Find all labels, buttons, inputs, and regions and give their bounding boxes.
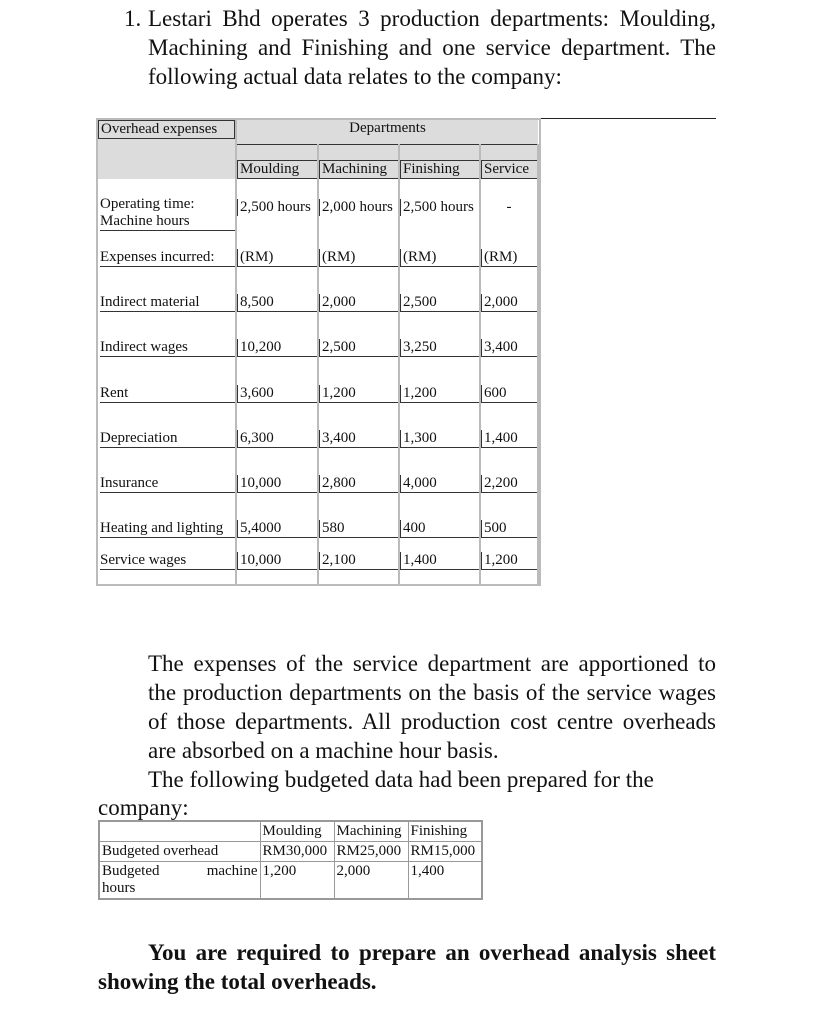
row-label: Heating and lighting bbox=[100, 520, 235, 538]
col-header-machining: Machining bbox=[318, 144, 399, 179]
table-row: Indirect wages 10,200 2,500 3,250 3,400 bbox=[98, 312, 538, 357]
row-label: Rent bbox=[100, 385, 235, 403]
row-label: Depreciation bbox=[100, 430, 235, 448]
budget-table bbox=[98, 820, 483, 900]
budget-col-machining: Machining bbox=[334, 821, 408, 842]
budget-col-moulding: Moulding bbox=[260, 821, 334, 842]
requirement-text: You are required to prepare an overhead analysis sheet showing the total overheads. bbox=[98, 940, 716, 994]
budget-col-finishing: Finishing bbox=[408, 821, 482, 842]
table-row: Operating time: Machine hours 2,500 hours 2,000 hours 2,500 hours - bbox=[98, 179, 538, 235]
row-label: Service wages bbox=[100, 552, 235, 570]
row-label: Indirect wages bbox=[100, 339, 235, 357]
row-label: Insurance bbox=[100, 475, 235, 493]
question-intro-text: Lestari Bhd operates 3 production departments: Moulding, Machining and Finishing and one service department. The following actual data relates to the company: bbox=[148, 6, 716, 89]
table-row: Budgeted machine hours 1,200 2,000 1,400 bbox=[99, 862, 482, 900]
corner-label-cell bbox=[98, 120, 236, 144]
question-intro bbox=[124, 4, 716, 91]
table-row: Expenses incurred: (RM) (RM) (RM) (RM) bbox=[98, 235, 538, 267]
overhead-data-table bbox=[98, 120, 539, 584]
budget-overhead-label: Budgeted overhead bbox=[99, 842, 260, 862]
budget-intro-end: company: bbox=[98, 795, 189, 820]
table-row: Depreciation 6,300 3,400 1,300 1,400 bbox=[98, 403, 538, 448]
apportion-paragraph: The expenses of the service department are apportioned to the production departments on the basis of the service wages of those departments. All production cost centre overheads are absorbed on a machine hour basis. bbox=[148, 651, 716, 763]
col-header-moulding: Moulding bbox=[236, 144, 318, 179]
row-label: Indirect material bbox=[100, 294, 235, 312]
group-header: Departments bbox=[236, 120, 538, 144]
budget-intro-text: The following budgeted data had been prepared for the bbox=[148, 767, 654, 792]
col-header-service: Service bbox=[480, 144, 538, 179]
budget-hours-label: Budgeted machine hours bbox=[99, 862, 260, 900]
corner-label: Overhead expenses bbox=[98, 120, 235, 139]
question-number: 1. bbox=[124, 6, 142, 31]
table-row: Rent 3,600 1,200 1,200 600 bbox=[98, 357, 538, 403]
table-row: Heating and lighting 5,4000 580 400 500 bbox=[98, 493, 538, 538]
col-header-finishing: Finishing bbox=[399, 144, 480, 179]
table-row: Budgeted overhead RM30,000 RM25,000 RM15,000 bbox=[99, 842, 482, 862]
table-row: Indirect material 8,500 2,000 2,500 2,000 bbox=[98, 267, 538, 312]
table-row: Insurance 10,000 2,800 4,000 2,200 bbox=[98, 448, 538, 493]
expenses-incurred-label: Expenses incurred: bbox=[100, 249, 235, 267]
table-row: Service wages 10,000 2,100 1,400 1,200 bbox=[98, 538, 538, 584]
divider bbox=[236, 118, 716, 119]
operating-time-label: Operating time: Machine hours bbox=[98, 179, 236, 235]
